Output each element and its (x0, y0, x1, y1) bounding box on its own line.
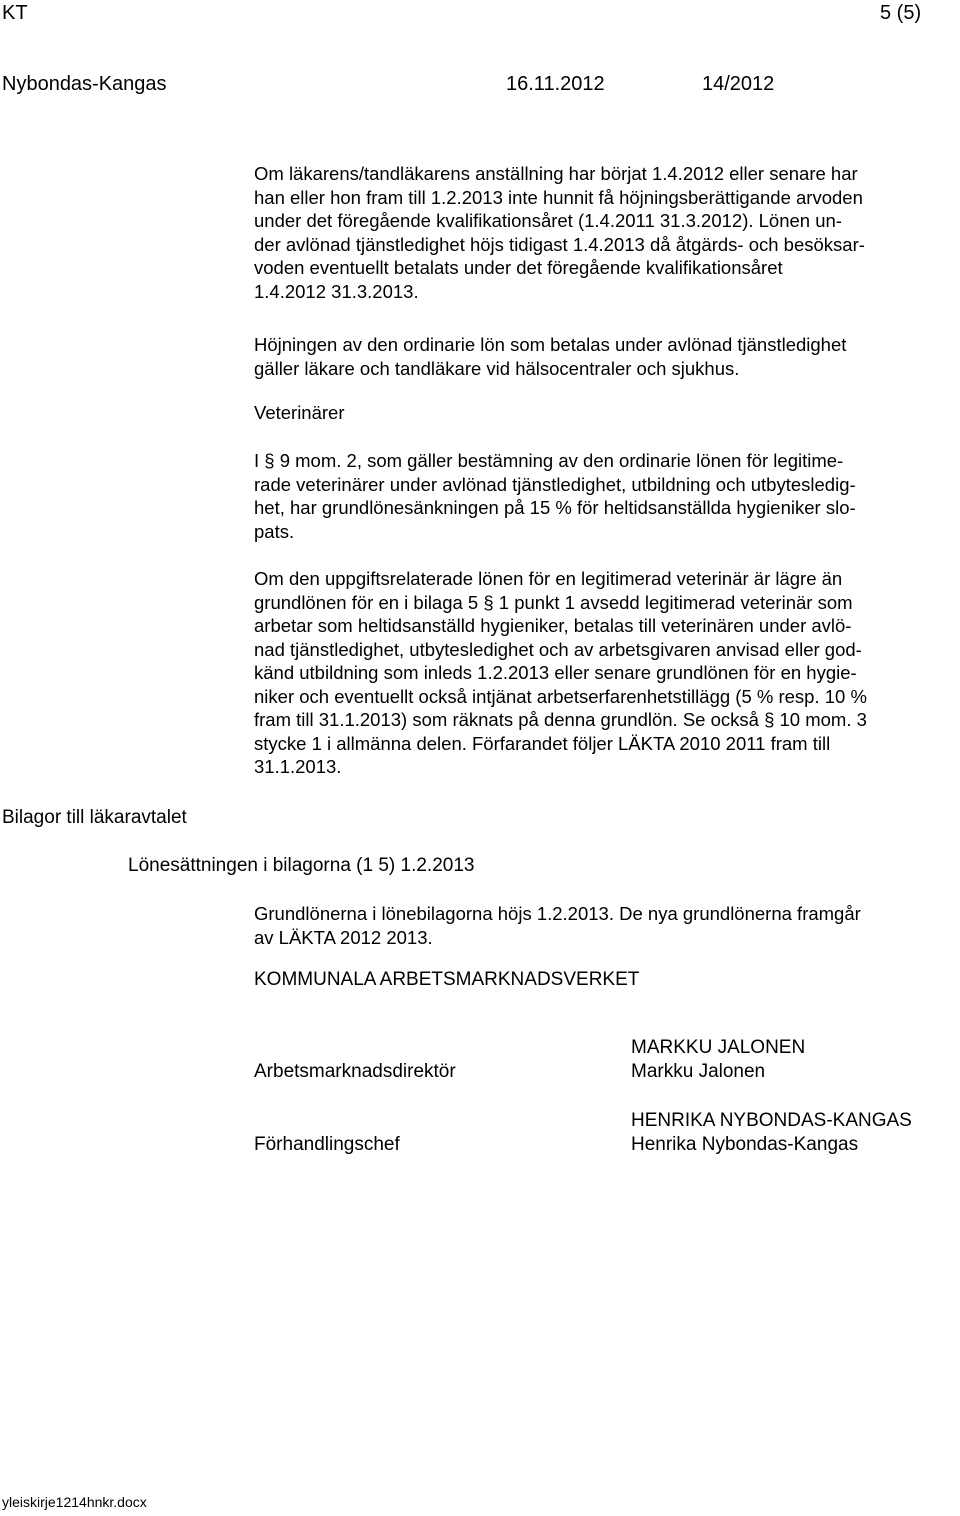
paragraph-line: Grundlönerna i lönebilagorna höjs 1.2.2013. De nya grundlönerna framgår (254, 903, 861, 924)
paragraph-line: I § 9 mom. 2, som gäller bestämning av den ordinarie lönen för legitime- (254, 450, 844, 471)
paragraph-line: pats. (254, 520, 295, 542)
section-heading: Lönesättningen i bilagorna (1 5) 1.2.2013 (128, 855, 475, 876)
paragraph-line: der avlönad tjänstledighet höjs tidigast 1.4.2013 då åtgärds- och besöksar- (254, 233, 865, 255)
organization-name: KOMMUNALA ARBETSMARKNADSVERKET (254, 969, 640, 990)
paragraph-line: han eller hon fram till 1.2.2013 inte hunnit få höjningsberättigande arvoden (254, 186, 863, 208)
footer-filename: yleiskirje1214hnkr.docx (2, 1494, 147, 1510)
header-org: KT (2, 2, 28, 24)
subheading-veterinarer: Veterinärer (254, 402, 345, 423)
paragraph-line: arbetar som heltidsanställd hygieniker, betalas till veterinären under avlö- (254, 615, 852, 636)
signature-title-negotiator: Förhandlingschef (254, 1134, 400, 1155)
paragraph-line: känd utbildning som inleds 1.2.2013 eller senare grundlönen för en hygie- (254, 662, 857, 683)
paragraph-line: av LÄKTA 2012 2013. (254, 926, 433, 948)
side-label: Bilagor till läkaravtalet (2, 807, 187, 828)
header-document-number: 14/2012 (702, 73, 775, 95)
signature-title-director: Arbetsmarknadsdirektör (254, 1061, 456, 1082)
header-page-number: 5 (5) (880, 2, 922, 24)
paragraph-line: stycke 1 i allmänna delen. Förfarandet följer LÄKTA 2010 2011 fram till (254, 732, 831, 754)
paragraph-start-date-rule (254, 162, 954, 303)
paragraph-applies-to (254, 333, 954, 380)
paragraph-line: 31.1.2013. (254, 756, 342, 777)
paragraph-line: fram till 31.1.2013) som räknats på denna grundlön. Se också § 10 mom. 3 (254, 709, 867, 730)
paragraph-line: het, har grundlönesänkningen på 15 % för heltidsanställda hygieniker slo- (254, 497, 856, 518)
paragraph-line: Om läkarens/tandläkarens anställning har börjat 1.4.2012 eller senare har (254, 163, 858, 184)
paragraph-base-salaries (254, 902, 954, 949)
signature-name-negotiator: Henrika Nybondas-Kangas (631, 1134, 859, 1155)
paragraph-line: rade veterinärer under avlönad tjänstledighet, utbildning och utbytesledig- (254, 473, 856, 495)
paragraph-line: gäller läkare och tandläkare vid hälsocentraler och sjukhus. (254, 357, 740, 379)
paragraph-line: nad tjänstledighet, utbytesledighet och av arbetsgivaren anvisad eller god- (254, 638, 862, 660)
paragraph-line: Höjningen av den ordinarie lön som betalas under avlönad tjänstledighet (254, 334, 847, 355)
paragraph-veterinarians-rule (254, 449, 954, 543)
paragraph-line: niker och eventuellt också intjänat arbetserfarenhetstillägg (5 % resp. 10 % (254, 685, 867, 707)
signature-name-caps-director: MARKKU JALONEN (631, 1037, 806, 1058)
paragraph-line: under det föregående kvalifikationsåret (1.4.2011 31.3.2012). Lönen un- (254, 210, 842, 231)
header-date: 16.11.2012 (506, 73, 605, 95)
paragraph-line: 1.4.2012 31.3.2013. (254, 280, 419, 302)
paragraph-line: Om den uppgiftsrelaterade lönen för en legitimerad veterinär är lägre än (254, 568, 843, 589)
header-author: Nybondas-Kangas (2, 73, 167, 95)
signature-name-director: Markku Jalonen (631, 1061, 766, 1082)
paragraph-line: grundlönen för en i bilaga 5 § 1 punkt 1 avsedd legitimerad veterinär som (254, 591, 853, 613)
paragraph-veterinarian-salary (254, 567, 954, 779)
paragraph-line: voden eventuellt betalats under det föregående kvalifikationsåret (254, 257, 783, 278)
signature-name-caps-negotiator: HENRIKA NYBONDAS-KANGAS (631, 1110, 912, 1131)
